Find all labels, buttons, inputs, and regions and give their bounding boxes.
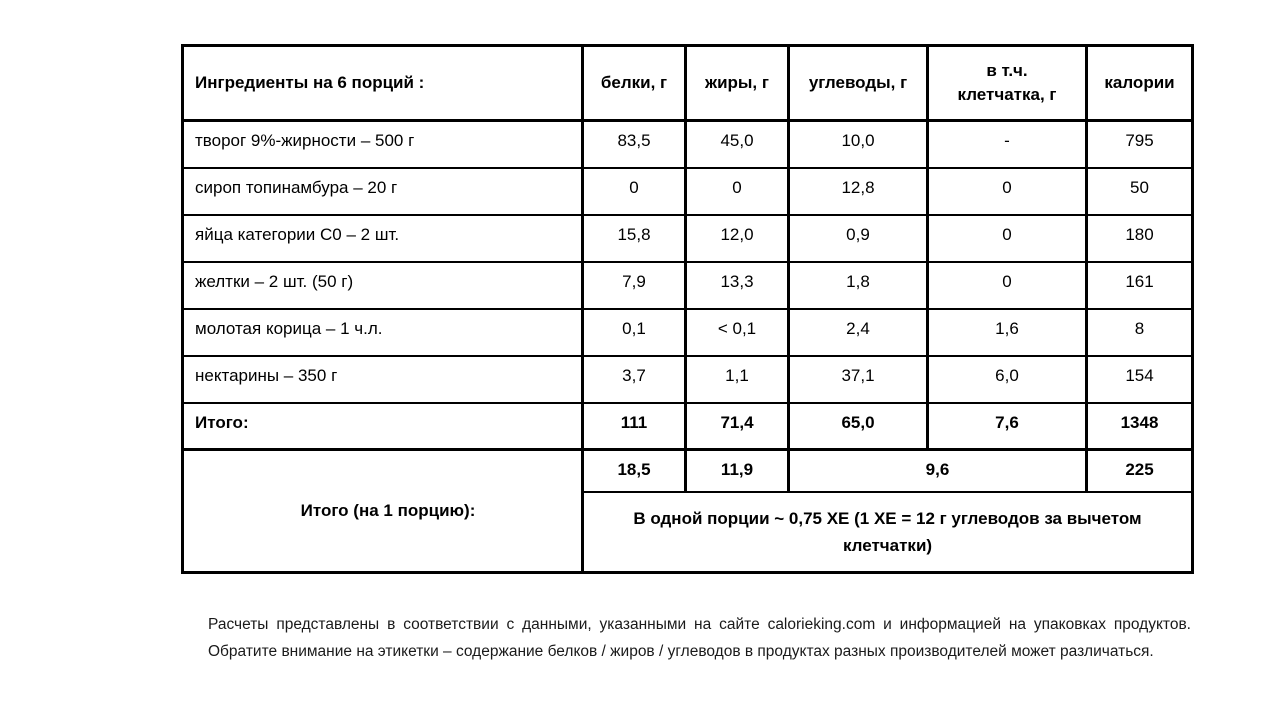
cell-carbs: 12,8 bbox=[789, 168, 928, 215]
cell-ingredient: яйца категории С0 – 2 шт. bbox=[183, 215, 583, 262]
total-row bbox=[183, 403, 1193, 450]
cell-fiber: 0 bbox=[928, 262, 1087, 309]
cell-protein: 3,7 bbox=[583, 356, 686, 403]
cell-fat: 45,0 bbox=[686, 121, 789, 168]
total-calories: 1348 bbox=[1087, 403, 1193, 450]
cell-fat: 1,1 bbox=[686, 356, 789, 403]
table-row bbox=[183, 168, 1193, 215]
footnote-line-1: Расчеты представлены в соответствии с данными, указанными на сайте calorieking.com и информацией на упаковках продуктов. bbox=[208, 616, 1191, 633]
footnote-line-2: Обратите внимание на этикетки – содержание белков / жиров / углеводов в продуктах разных производителей может различаться. bbox=[208, 642, 1154, 660]
header-calories: калории bbox=[1087, 46, 1193, 121]
header-fiber bbox=[928, 46, 1087, 121]
cell-calories: 8 bbox=[1087, 309, 1193, 356]
nutrition-table bbox=[181, 44, 1194, 574]
cell-fat: < 0,1 bbox=[686, 309, 789, 356]
cell-protein: 0 bbox=[583, 168, 686, 215]
cell-protein: 15,8 bbox=[583, 215, 686, 262]
cell-fat: 0 bbox=[686, 168, 789, 215]
cell-protein: 83,5 bbox=[583, 121, 686, 168]
cell-ingredient: желтки – 2 шт. (50 г) bbox=[183, 262, 583, 309]
table-row bbox=[183, 356, 1193, 403]
cell-protein: 7,9 bbox=[583, 262, 686, 309]
total-fiber: 7,6 bbox=[928, 403, 1087, 450]
footnote bbox=[208, 612, 1191, 665]
per-portion-protein: 18,5 bbox=[583, 450, 686, 492]
cell-carbs: 0,9 bbox=[789, 215, 928, 262]
bread-unit-note: В одной порции ~ 0,75 ХЕ (1 ХЕ = 12 г углеводов за вычетом клетчатки) bbox=[583, 492, 1193, 573]
cell-carbs: 1,8 bbox=[789, 262, 928, 309]
per-portion-carbs: 9,6 bbox=[789, 450, 1087, 492]
per-portion-calories: 225 bbox=[1087, 450, 1193, 492]
cell-fiber: - bbox=[928, 121, 1087, 168]
header-fiber-line2: клетчатка, г bbox=[957, 85, 1057, 104]
total-protein: 111 bbox=[583, 403, 686, 450]
cell-fiber: 6,0 bbox=[928, 356, 1087, 403]
cell-fiber: 0 bbox=[928, 215, 1087, 262]
table-row bbox=[183, 215, 1193, 262]
cell-fat: 12,0 bbox=[686, 215, 789, 262]
cell-protein: 0,1 bbox=[583, 309, 686, 356]
cell-fiber: 0 bbox=[928, 168, 1087, 215]
cell-ingredient: сироп топинамбура – 20 г bbox=[183, 168, 583, 215]
cell-calories: 154 bbox=[1087, 356, 1193, 403]
header-fat: жиры, г bbox=[686, 46, 789, 121]
per-portion-row bbox=[183, 450, 1193, 492]
header-fiber-line1: в т.ч. bbox=[986, 61, 1028, 80]
header-protein: белки, г bbox=[583, 46, 686, 121]
table-row bbox=[183, 262, 1193, 309]
table-row bbox=[183, 309, 1193, 356]
cell-ingredient: нектарины – 350 г bbox=[183, 356, 583, 403]
cell-calories: 161 bbox=[1087, 262, 1193, 309]
header-row bbox=[183, 46, 1193, 121]
cell-fat: 13,3 bbox=[686, 262, 789, 309]
cell-ingredient: творог 9%-жирности – 500 г bbox=[183, 121, 583, 168]
cell-calories: 180 bbox=[1087, 215, 1193, 262]
per-portion-label: Итого (на 1 порцию): bbox=[183, 450, 583, 573]
cell-carbs: 10,0 bbox=[789, 121, 928, 168]
header-ingredients: Ингредиенты на 6 порций : bbox=[183, 46, 583, 121]
cell-ingredient: молотая корица – 1 ч.л. bbox=[183, 309, 583, 356]
cell-calories: 795 bbox=[1087, 121, 1193, 168]
total-fat: 71,4 bbox=[686, 403, 789, 450]
per-portion-fat: 11,9 bbox=[686, 450, 789, 492]
header-carbs: углеводы, г bbox=[789, 46, 928, 121]
cell-fiber: 1,6 bbox=[928, 309, 1087, 356]
total-label: Итого: bbox=[183, 403, 583, 450]
cell-calories: 50 bbox=[1087, 168, 1193, 215]
table-row bbox=[183, 121, 1193, 168]
cell-carbs: 37,1 bbox=[789, 356, 928, 403]
total-carbs: 65,0 bbox=[789, 403, 928, 450]
cell-carbs: 2,4 bbox=[789, 309, 928, 356]
